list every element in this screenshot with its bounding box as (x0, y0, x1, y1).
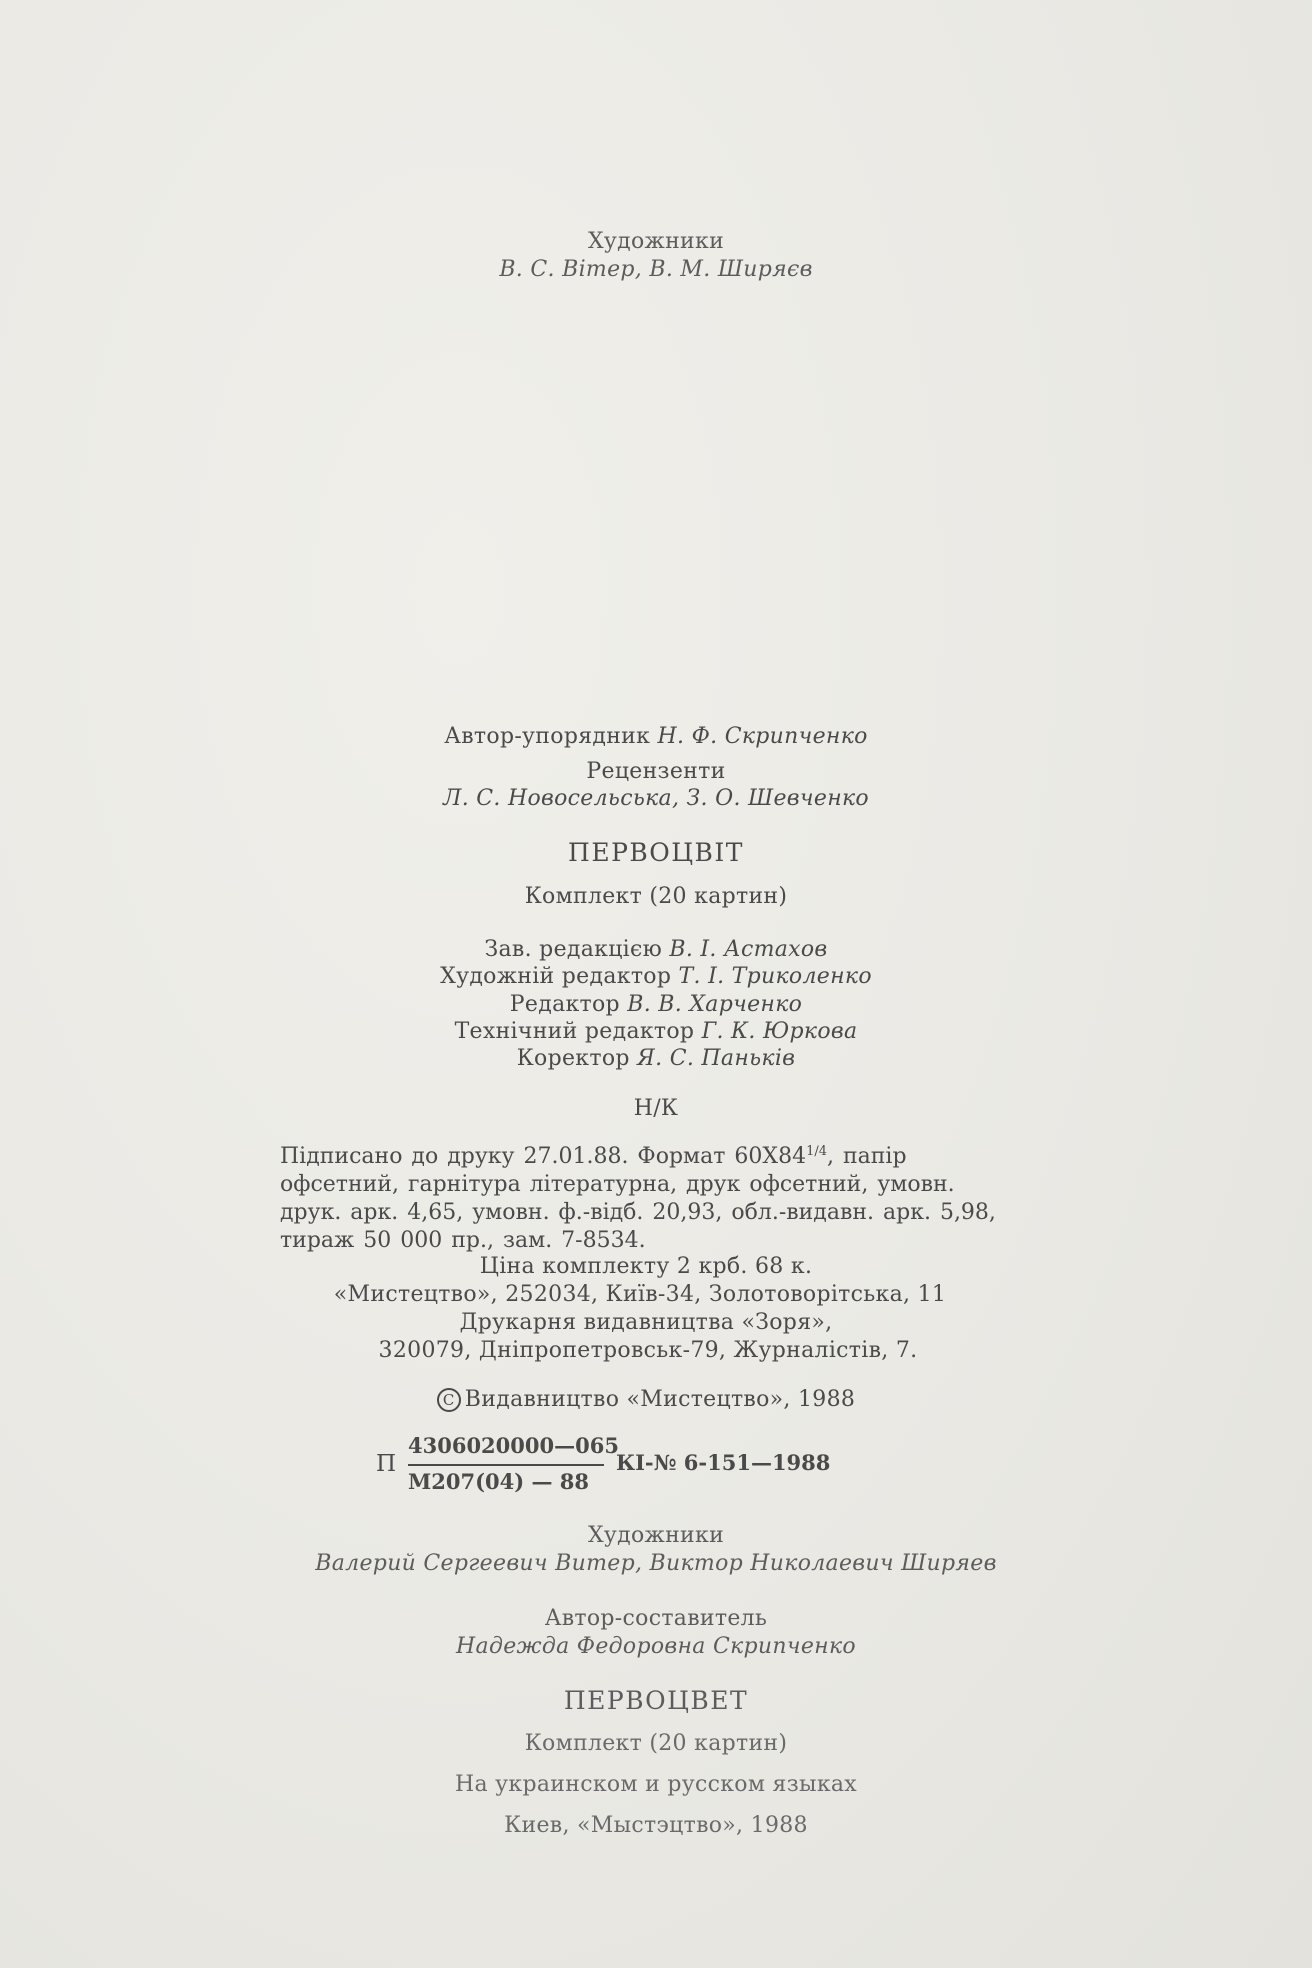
reviewers-names: Л. С. Новосельська, З. О. Шевченко (443, 786, 869, 811)
compiler-line (0, 724, 1312, 750)
nk-mark: Н/К (633, 1096, 679, 1121)
index-code-denominator: М207(04) — 88 (408, 1469, 590, 1494)
reviewers-label: Рецензенти (586, 759, 726, 784)
tech-editor-label: Технічний редактор (454, 1019, 695, 1044)
art-editor-name: Т. І. Триколенко (678, 964, 872, 989)
index-code (372, 1433, 972, 1497)
artists-ru-label: Художники (587, 1523, 725, 1548)
proofreader-line (0, 1046, 1312, 1072)
price-line: Ціна комплекту 2 крб. 68 к. (479, 1254, 813, 1279)
printer-address: 320079, Дніпропетровськ-79, Журналістів, 7. (378, 1338, 918, 1363)
editor-in-chief-label: Зав. редакцією (484, 937, 663, 962)
artists-short-label: Художники (587, 229, 725, 254)
set-info-ua: Комплект (20 картин) (524, 884, 788, 909)
editor-in-chief-name: В. І. Астахов (669, 937, 828, 962)
editor-name: В. В. Харченко (627, 992, 803, 1017)
format-fraction: 1/4 (806, 1144, 827, 1159)
index-code-numerator: 4306020000—065 (408, 1433, 619, 1458)
editor-line (0, 992, 1312, 1018)
publisher-address: «Мистецтво», 252034, Київ-34, Золотоворітська, 11 (333, 1282, 947, 1307)
proofreader-name: Я. С. Паньків (637, 1046, 796, 1071)
fraction-bar (408, 1464, 604, 1466)
title-ua: ПЕРВОЦВІТ (568, 838, 744, 867)
copyright-line (0, 1387, 1302, 1413)
proofreader-label: Коректор (516, 1046, 630, 1071)
art-editor-label: Художній редактор (440, 964, 672, 989)
index-code-suffix: КІ-№ 6-151—1988 (616, 1450, 831, 1475)
imprint-block (280, 1138, 1020, 1255)
city-publisher-year: Киев, «Мыстэцтво», 1988 (504, 1813, 808, 1838)
compiler-name: Н. Ф. Скрипченко (657, 724, 868, 749)
compiler-ru-name: Надежда Федоровна Скрипченко (456, 1634, 856, 1659)
editor-label: Редактор (509, 992, 620, 1017)
editor-in-chief-line (0, 937, 1312, 963)
art-editor-line (0, 964, 1312, 990)
artists-ru-names: Валерий Сергеевич Витер, Виктор Николаевич Ширяев (315, 1551, 997, 1576)
tech-editor-name: Г. К. Юркова (701, 1019, 858, 1044)
copyright-text: Видавництво «Мистецтво», 1988 (464, 1387, 856, 1412)
imprint-line-2: офсетний, гарнітура літературна, друк офсетний, умовн. (280, 1172, 955, 1197)
compiler-label: Автор-упорядник (444, 724, 651, 749)
title-ru: ПЕРВОЦВЕТ (563, 1686, 749, 1715)
printer-name: Друкарня видавництва «Зоря», (459, 1310, 833, 1335)
tech-editor-line (0, 1019, 1312, 1045)
copyright-icon: C (437, 1388, 461, 1412)
index-code-prefix: П (376, 1451, 397, 1477)
compiler-ru-label: Автор-составитель (544, 1606, 768, 1631)
imprint-line-1: Підписано до друку 27.01.88. Формат $60Х84^{1/4}$, папір (280, 1144, 907, 1169)
imprint-line-4: тираж 50 000 пр., зам. 7-8534. (280, 1228, 646, 1253)
imprint-line-3: друк. арк. 4,65, умовн. ф.-відб. 20,93, обл.-видавн. арк. 5,98, (280, 1200, 996, 1225)
languages-line: На украинском и русском языках (454, 1772, 858, 1797)
set-info-ru: Комплект (20 картин) (524, 1731, 788, 1756)
artists-short-names: В. С. Вітер, В. М. Ширяєв (499, 257, 813, 282)
